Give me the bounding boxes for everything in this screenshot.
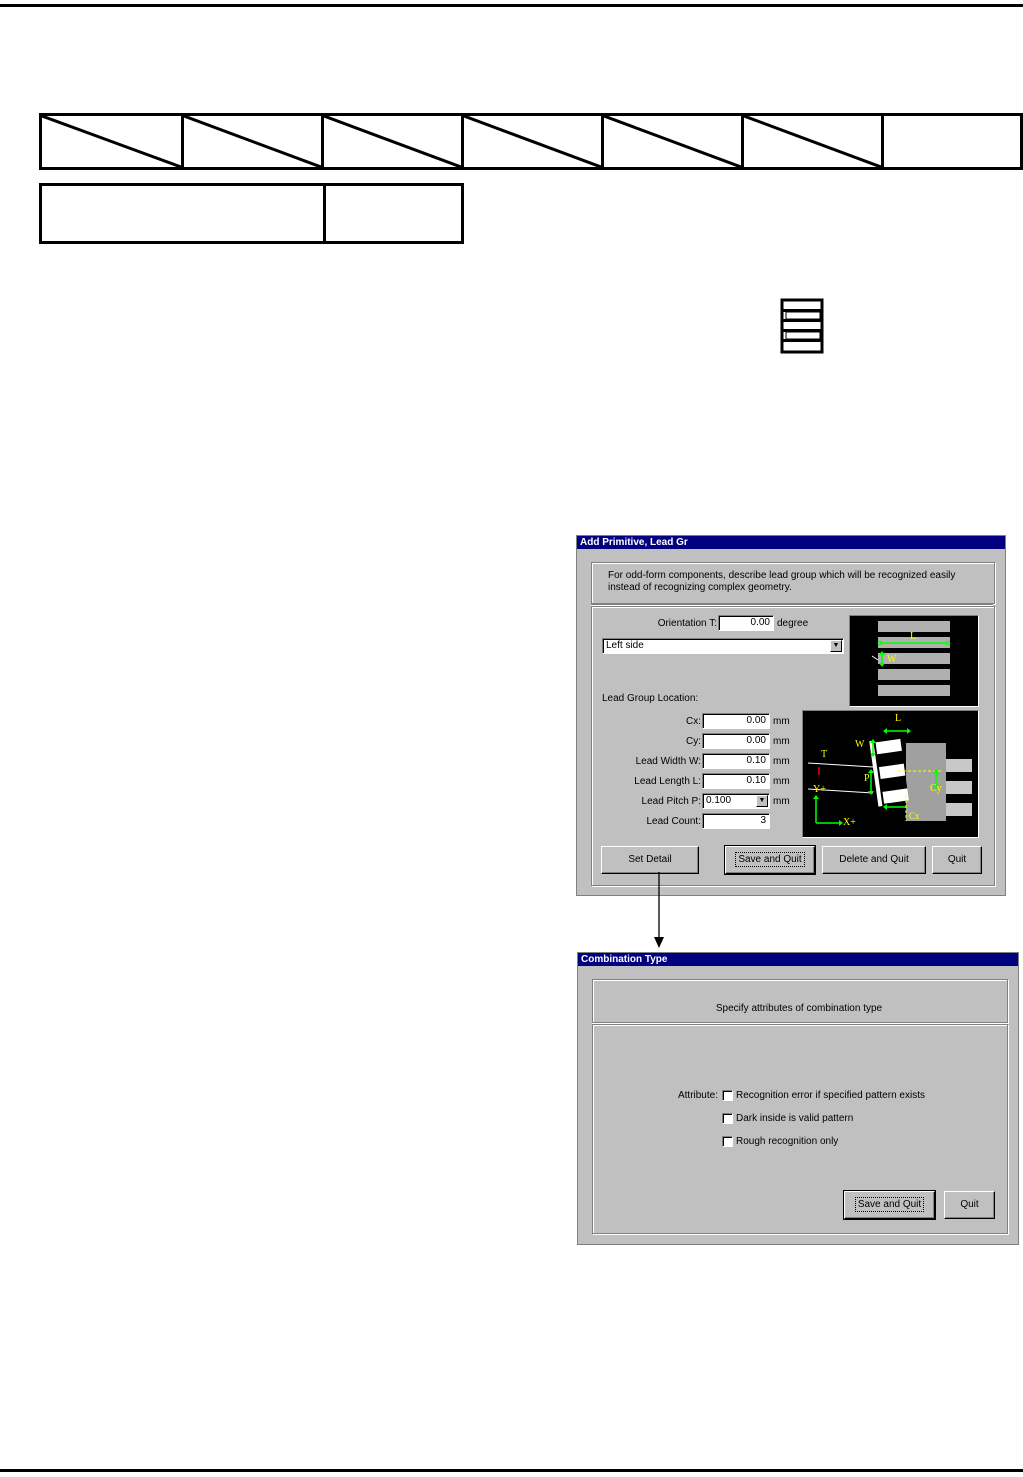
combination-type-dialog <box>577 952 1019 1245</box>
heading-panel <box>592 979 1008 1023</box>
side-select[interactable] <box>602 638 844 654</box>
header-cell-6 <box>744 116 884 167</box>
diagram-label-w: W <box>887 654 897 665</box>
lead-length-label: Lead Length L: <box>634 776 701 787</box>
dark-inside-label: Dark inside is valid pattern <box>736 1113 854 1124</box>
geom-label-cx: Cx <box>909 811 920 821</box>
lead-pitch-value: 0.100 <box>706 795 732 806</box>
lead-group-location-label: Lead Group Location: <box>602 693 699 704</box>
geom-label-y: Y+ <box>813 784 826 795</box>
diagram-label-l: L <box>910 631 917 642</box>
lead-width-unit: mm <box>773 756 790 767</box>
lead-group-geometry-diagram <box>802 710 979 838</box>
quit-label: Quit <box>960 1199 979 1210</box>
lead-width-input[interactable]: 0.10 <box>702 753 770 769</box>
quit-button[interactable] <box>932 846 982 874</box>
cy-input[interactable]: 0.00 <box>702 733 770 749</box>
lead-group-icon <box>780 298 824 354</box>
save-and-quit-button[interactable] <box>844 1191 935 1219</box>
header-cell-8 <box>42 186 326 241</box>
bottom-rule <box>0 1469 1023 1472</box>
lead-count-label: Lead Count: <box>646 816 701 827</box>
dropdown-arrow-icon[interactable]: ▼ <box>756 795 768 807</box>
header-cell-9 <box>326 186 461 241</box>
delete-and-quit-label: Delete and Quit <box>839 854 909 865</box>
orientation-label: Orientation T: <box>657 618 717 629</box>
heading-text: Specify attributes of combination type <box>715 1003 883 1014</box>
header-cell-7 <box>884 116 1020 167</box>
cx-unit: mm <box>773 716 790 727</box>
header-cell-3 <box>324 116 464 167</box>
connector-arrow-icon <box>650 872 670 950</box>
add-primitive-dialog <box>576 535 1006 896</box>
dark-inside-checkbox[interactable] <box>722 1113 733 1124</box>
cy-unit: mm <box>773 736 790 747</box>
header-cell-5 <box>604 116 744 167</box>
cx-input[interactable]: 0.00 <box>702 713 770 729</box>
header-cell-4 <box>464 116 604 167</box>
quit-button[interactable] <box>944 1191 995 1219</box>
geom-label-cy: Cy <box>930 783 942 794</box>
quit-label: Quit <box>947 854 967 865</box>
header-table-row-1 <box>39 113 1023 170</box>
attribute-label: Attribute: <box>677 1090 718 1101</box>
cy-label: Cy: <box>686 736 701 747</box>
set-detail-label: Set Detail <box>628 854 672 865</box>
dialog-title: Add Primitive, Lead Gr <box>577 536 1005 549</box>
top-rule <box>0 4 1023 7</box>
lead-pitch-label: Lead Pitch P: <box>641 796 701 807</box>
dialog-title: Combination Type <box>578 953 1018 966</box>
rough-recognition-label: Rough recognition only <box>736 1136 839 1147</box>
delete-and-quit-button[interactable] <box>822 846 926 874</box>
recognition-error-checkbox[interactable] <box>722 1090 733 1101</box>
header-cell-2 <box>184 116 324 167</box>
set-detail-button[interactable] <box>601 846 699 874</box>
lead-length-input[interactable]: 0.10 <box>702 773 770 789</box>
rough-recognition-checkbox[interactable] <box>722 1136 733 1147</box>
save-and-quit-label: Save and Quit <box>735 852 804 867</box>
side-select-value: Left side <box>606 640 644 651</box>
description-text: For odd-form components, describe lead group which will be recognized easily instead of recognizing complex geometry. <box>608 570 956 593</box>
lead-pitch-unit: mm <box>773 796 790 807</box>
save-and-quit-button[interactable] <box>725 846 815 874</box>
orientation-unit: degree <box>777 618 809 629</box>
dropdown-arrow-icon[interactable]: ▼ <box>830 640 842 652</box>
recognition-error-label: Recognition error if specified pattern exists <box>736 1090 925 1101</box>
geom-label-p: P <box>864 773 870 784</box>
lead-pitch-select[interactable] <box>702 793 770 809</box>
geom-label-w: W <box>855 739 865 750</box>
lead-width-label: Lead Width W: <box>635 756 701 767</box>
geom-label-l: L <box>895 713 902 724</box>
header-table-row-2 <box>39 183 464 244</box>
geom-label-t: T <box>821 749 828 760</box>
cx-label: Cx: <box>686 716 701 727</box>
lead-preview-diagram <box>849 615 979 707</box>
header-cell-1 <box>42 116 184 167</box>
lead-length-unit: mm <box>773 776 790 787</box>
geom-label-x: X+ <box>843 817 856 828</box>
save-and-quit-label: Save and Quit <box>855 1197 924 1212</box>
lead-count-input[interactable]: 3 <box>702 813 770 829</box>
orientation-input[interactable]: 0.00 <box>718 615 774 631</box>
